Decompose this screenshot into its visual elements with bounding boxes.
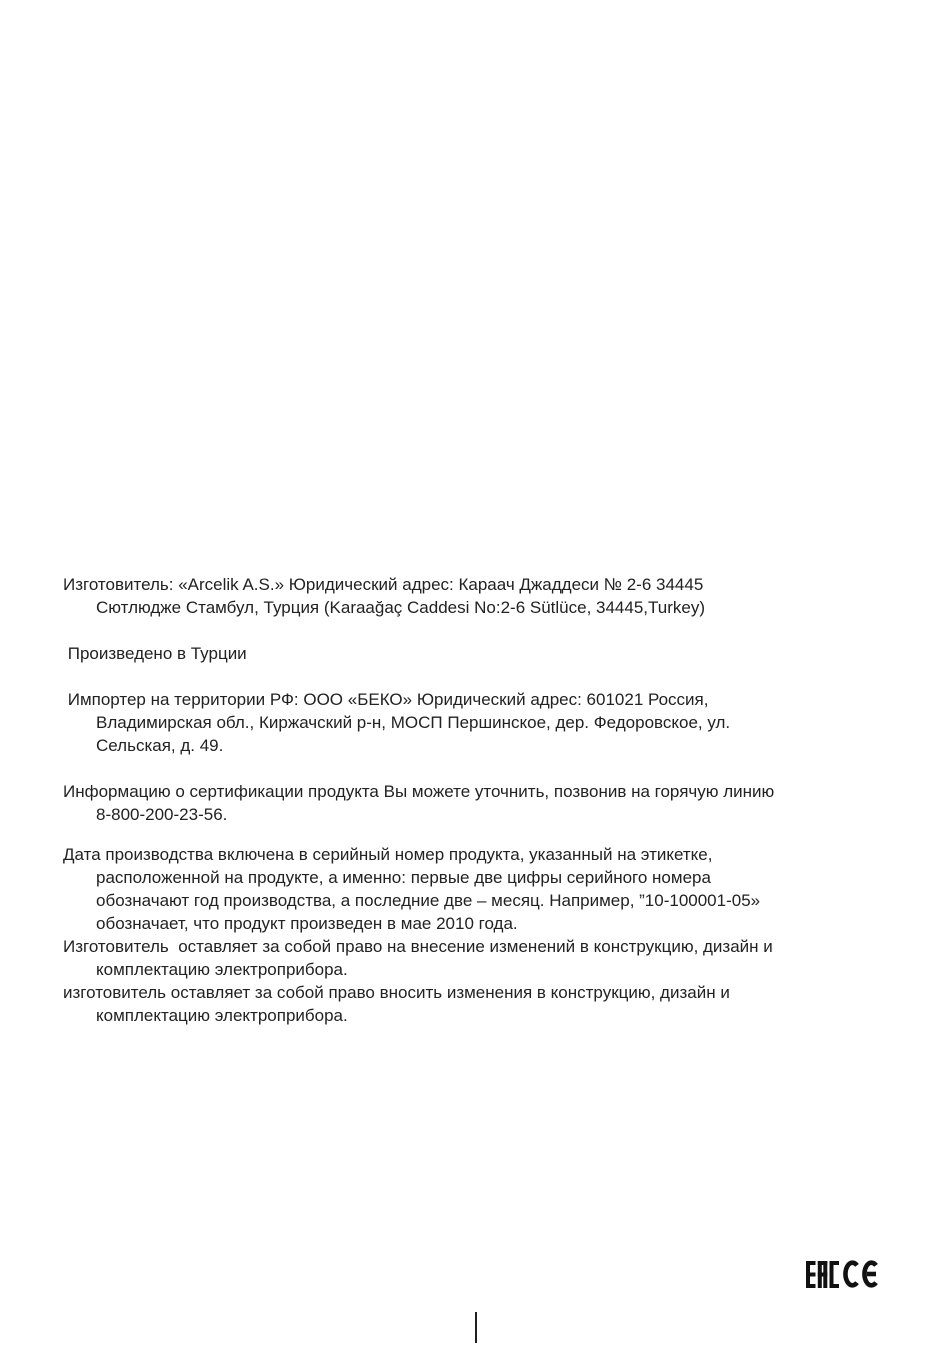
paragraph	[63, 642, 774, 665]
document-text	[63, 573, 774, 1027]
text-line: расположенной на продукте, а именно: первые две цифры серийного номера	[96, 868, 711, 887]
page-footer-divider	[475, 1312, 477, 1343]
ce-mark-icon	[843, 1260, 881, 1288]
paragraph	[63, 780, 774, 826]
text-line: обозначают год производства, а последние две – месяц. Например, ”10-100001-05»	[96, 891, 761, 910]
text-line: комплектацию электроприбора.	[96, 1006, 348, 1025]
paragraph	[63, 843, 774, 935]
paragraph	[63, 573, 774, 619]
conformity-marks	[806, 1260, 881, 1288]
text-line: комплектацию электроприбора.	[96, 960, 348, 979]
text-line: Информацию о сертификации продукта Вы можете уточнить, позвонив на горячую линию	[63, 782, 775, 801]
text-line: Импортер на территории РФ: ООО «БЕКО» Юридический адрес: 601021 Россия,	[63, 690, 709, 709]
text-line: Сютлюдже Стамбул, Турция (Karaağaç Caddesi No:2-6 Sütlüce, 34445,Turkey)	[96, 598, 705, 617]
text-line: Произведено в Турции	[63, 644, 247, 663]
paragraph	[63, 688, 774, 757]
text-line: Сельская, д. 49.	[96, 736, 224, 755]
text-line: обозначает, что продукт произведен в мае 2010 года.	[96, 914, 518, 933]
eac-mark-icon	[806, 1261, 839, 1288]
text-line: Дата производства включена в серийный номер продукта, указанный на этикетке,	[63, 845, 713, 864]
paragraph	[63, 935, 774, 981]
text-line: 8-800-200-23-56.	[96, 805, 228, 824]
text-line: изготовитель оставляет за собой право вносить изменения в конструкцию, дизайн и	[63, 983, 730, 1002]
paragraph	[63, 981, 774, 1027]
text-line: Изготовитель оставляет за собой право на внесение изменений в конструкцию, дизайн и	[63, 937, 773, 956]
text-line: Изготовитель: «Arcelik A.S.» Юридический адрес: Караач Джаддеси № 2-6 34445	[63, 575, 704, 594]
text-line: Владимирская обл., Киржачский р-н, МОСП Першинское, дер. Федоровское, ул.	[96, 713, 731, 732]
